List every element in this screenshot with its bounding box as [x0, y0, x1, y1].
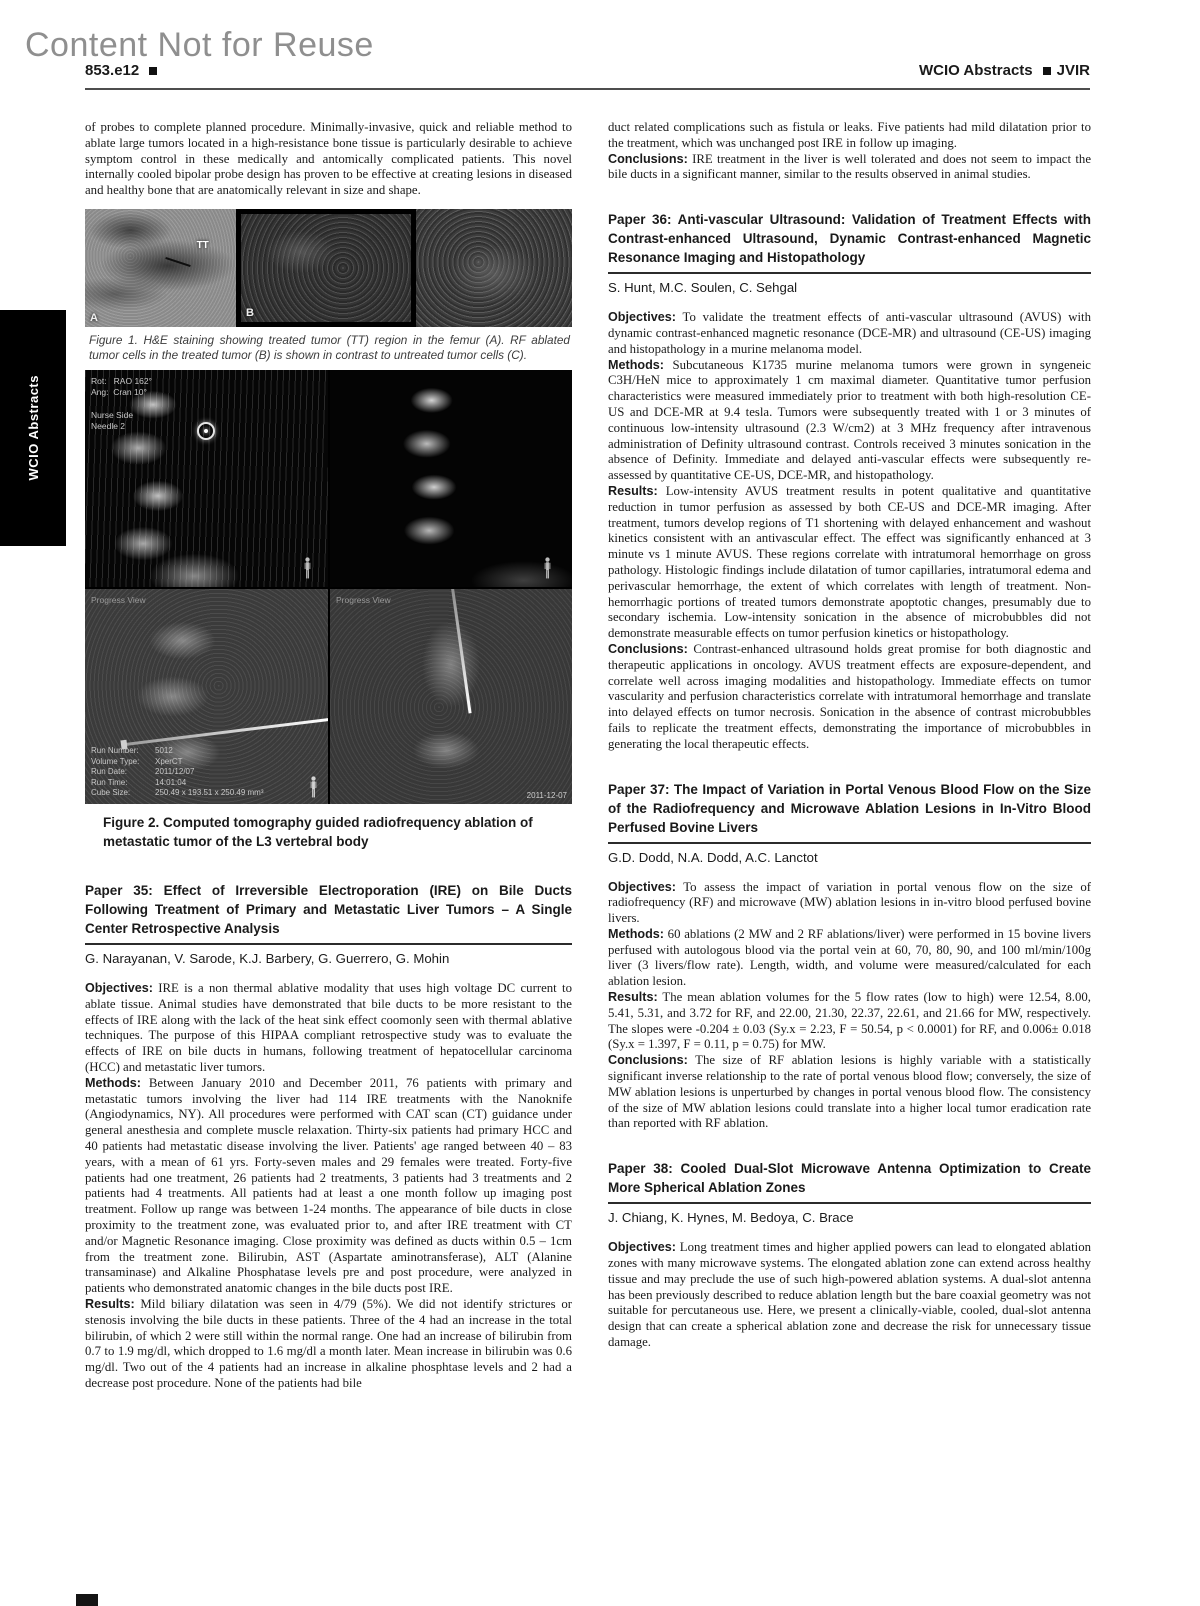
paper-35-results-continued	[608, 120, 1091, 152]
patient-orientation-icon	[303, 557, 312, 579]
run-info-row	[91, 757, 264, 768]
paper-37-authors: G.D. Dodd, N.A. Dodd, A.C. Lanctot	[608, 849, 818, 865]
figure2-rot-overlay: Rot: RAO 162°	[91, 375, 153, 386]
section-label: Results:	[608, 483, 658, 498]
section-label: Objectives:	[608, 879, 676, 894]
figure2-ang-overlay: Ang: Cran 10°	[91, 386, 147, 397]
progress-view-label: Progress View	[336, 594, 391, 605]
paper-35	[85, 881, 572, 1392]
run-info-label: Run Time:	[91, 777, 128, 787]
run-info-label: Run Number:	[91, 746, 139, 756]
patient-orientation-icon	[543, 557, 552, 579]
section-text: Mild biliary dilatation was seen in 4/79 (5%). We did not identify strictures or stenosis involving the bile ducts in these patients. Three of the 4 had an increase in the total bilirubin, of which 2 were still within the normal range. One had an increase of bilirubin from 0.7 to 1.9 mg/dl, which dropped to 1.6 mg/dl a month later. Mean increase in bilirubin was 0.6 mg/dl. Two out of the 4 patients had an increase in alkaline phosphtase levels and 2 had a decrease post procedure. None of the patients had bile	[85, 1296, 572, 1390]
patient-orientation-icon	[309, 776, 318, 798]
section-label: Conclusions:	[608, 1053, 688, 1068]
run-info-label: Run Date:	[91, 767, 128, 777]
run-info-row	[91, 788, 264, 799]
section-label: Conclusions:	[608, 151, 688, 166]
section-text: To validate the treatment effects of anti-vascular ultrasound (AVUS) with dynamic contrast-enhanced magnetic resonance (DCE-MR) and ultrasound (CE-US) imaging and histopathology in a murine melanoma model.	[608, 310, 1091, 356]
figure2-caption: Figure 2. Computed tomography guided radiofrequency ablation of metastatic tumor of the L3 vertebral body	[103, 814, 533, 849]
figure2-datestamp: 2011-12-07	[526, 790, 567, 800]
run-info-value: 250.49 x 193.51 x 250.49 mm³	[155, 788, 264, 798]
section-label: Objectives:	[608, 1240, 676, 1255]
header-divider	[85, 88, 1090, 90]
run-info-row	[91, 778, 264, 789]
paper-37-methods	[608, 927, 1091, 990]
paper-35-authors: G. Narayanan, V. Sarode, K.J. Barbery, G. Guerrero, G. Mohin	[85, 950, 450, 966]
paper-37-conclusions	[608, 1053, 1091, 1132]
section-text: To assess the impact of variation in portal venous flow on the size of radiofrequency (RF) and microwave (MW) ablation lesions in in-vitro blood perfused bovine livers.	[608, 879, 1091, 926]
section-text: duct related complications such as fistula or leaks. Five patients had mild dilatation prior to the treatment, which was unchanged post IRE in follow up imaging.	[608, 120, 1091, 150]
paper-37	[608, 780, 1091, 1133]
paper-36-conclusions	[608, 642, 1091, 753]
watermark-text: Content Not for Reuse	[25, 26, 374, 64]
paper-38-authors: J. Chiang, K. Hynes, M. Bedoya, C. Brace	[608, 1210, 854, 1226]
left-column	[85, 120, 572, 1392]
continued-paragraph: of probes to complete planned procedure. Minimally-invasive, quick and reliable method to ablate large tumors located in a high-resistance bone tissue is particularly desirable to achieve symptom control in these medically and antomically complicated patients. This novel internally cooled bipolar probe design has proven to be effective at creating lesions in diseased and healthy bone that are anatomically relevant in size and shape.	[85, 120, 572, 198]
section-text: 60 ablations (2 MW and 2 RF ablations/liver) were performed in 15 bovine livers perfused with autologous blood via the portal vein at 60, 70, 80, 90, and 100 ml/min/100g liver (3 livers/flow rate). Length, width, and volume were measured/calculated for each ablation lesion.	[608, 926, 1091, 989]
section-text: Contrast-enhanced ultrasound holds great promise for both diagnostic and therapeutic applications in oncology. AVUS treatment effects are exposure-dependent, and correlate well across imaging modalities and histopathology. Immediate effects on tumor vascularity and perfusion characteristics correlate with intratumoral hemorrhage and translate into delayed effects on tumor necrosis. Sonication in the absence of contrast microbubbles fails to replicate the treatment effects, demonstrating the importance of microbubbles in generating the local therapeutic effects.	[608, 641, 1091, 751]
figure1-tt-arrow	[165, 257, 190, 267]
run-info-row	[91, 746, 264, 757]
figure1-panel-a	[85, 209, 236, 327]
run-info-label: Cube Size:	[91, 788, 131, 798]
figure1-tt-annotation: TT	[196, 239, 209, 251]
square-bullet-icon	[149, 67, 157, 75]
sidebar-tab-label: WCIO Abstracts	[25, 375, 41, 481]
run-info-value: 5012	[155, 746, 173, 756]
section-label: Conclusions:	[608, 641, 688, 656]
run-info-value: XperCT	[155, 756, 183, 766]
paper-35-methods	[85, 1076, 572, 1297]
paper-35-results	[85, 1297, 572, 1392]
figure2-needle-overlay: Needle 2	[91, 420, 126, 431]
paper-36-methods	[608, 358, 1091, 484]
section-label: Results:	[608, 990, 658, 1005]
run-info-label: Volume Type:	[91, 756, 140, 766]
figure2-panel-fluoro	[85, 370, 328, 587]
figure1-image	[85, 209, 572, 327]
rf-needle-graphic	[125, 718, 328, 746]
paper-35-objectives	[85, 981, 572, 1076]
run-info-value: 14:01:04	[155, 777, 187, 787]
run-info-row	[91, 767, 264, 778]
paper-36-title: Paper 36: Anti-vascular Ultrasound: Validation of Treatment Effects with Contrast-enhanced Ultrasound, Dynamic Contrast-enhanced Magnetic Resonance Imaging and Histopathology	[608, 210, 1091, 274]
figure2-nurse-side-overlay: Nurse Side	[91, 409, 134, 420]
progress-view-label: Progress View	[91, 594, 146, 605]
paper-37-objectives	[608, 880, 1091, 927]
section-text: The size of RF ablation lesions is highly variable with a statistically significant inverse relationship to the rate of portal venous blood flow; conversely, the size of MW ablation lesions is unperturbed by changes in portal venous blood flow. The consistency of the size of MW ablation lesions could translate into a higher local tumor eradication rate than reported with RF ablation.	[608, 1053, 1091, 1131]
figure2-panel-ap-view	[330, 370, 572, 587]
section-label: Methods:	[608, 357, 664, 372]
section-text: The mean ablation volumes for the 5 flow rates (low to high) were 12.54, 8.00, 5.41, 5.31, and 3.72 for RF, and 22.00, 21.30, 22.37, 22.61, and 21.66 for MW, respectively. The slopes were -0.204 ± 0.03 (Sy.x = 2.23, F = 50.54, p < 0.0001) for RF, and 0.006± 0.018 (Sy.x = 1.397, F = 0.11, p = 0.75) for MW.	[608, 990, 1091, 1052]
paper-36-objectives	[608, 310, 1091, 357]
paper-38	[608, 1159, 1091, 1351]
paper-38-title: Paper 38: Cooled Dual-Slot Microwave Antenna Optimization to Create More Spherical Ablation Zones	[608, 1159, 1091, 1204]
page-number-text: 853.e12	[85, 62, 140, 79]
section-text: Low-intensity AVUS treatment results in potent qualitative and quantitative reduction in tumor perfusion as assessed by both CE-US and DCE-MR imaging. After treatment, tumors develop regions of T1 shortening with delayed enhancement and washout kinetics consistent with an antivascular effect. The effect was significantly enhanced at 3 minute vs 1 minute AVUS. These regions correlate with intratumoral hemorrhage on gross pathology. Histologic findings include dilatation of tumor capillaries, intratumoral edema and perivascular hemorrhage, the extent of which correlates with length of treatment. Non-hemorrhagic portions of treated tumors demonstrate apoptotic changes, presumably due to secondary ischemia. Low-intensity sonication in the absence of microbubbles did not demonstrate measurable effects on tumor perfusion kinetics or histopathology.	[608, 483, 1091, 641]
running-head	[919, 62, 1090, 79]
running-head-section: WCIO Abstracts	[919, 62, 1033, 79]
section-label: Objectives:	[85, 980, 153, 995]
figure1-panel-a-label: A	[90, 311, 98, 324]
section-text: IRE treatment in the liver is well tolerated and does not seem to impact the bile ducts in a significant manner, similar to the results observed in animal studies.	[608, 151, 1091, 182]
paper-38-objectives	[608, 1240, 1091, 1351]
journal-abbrev: JVIR	[1056, 62, 1090, 79]
section-text: Long treatment times and higher applied powers can lead to elongated ablation zones with many microwave systems. The elongated ablation zone can extend across healthy tissue and may preclude the use of such high-powered ablation systems. A dual-slot antenna has been previously described to reduce ablation length but the bare coaxial geometry was not suitable for percutaneous use. Here, we present a clinically-viable, cooled, dual-slot antenna design that can create a spherical ablation zone and decrease the risk for unnecessary tissue damage.	[608, 1240, 1091, 1350]
paper-35-title: Paper 35: Effect of Irreversible Electroporation (IRE) on Bile Ducts Following Treatment of Primary and Metastatic Liver Tumors – A Single Center Retrospective Analysis	[85, 881, 572, 945]
page-corner-mark	[76, 1594, 98, 1606]
run-info-value: 2011/12/07	[155, 767, 195, 777]
section-label: Objectives:	[608, 310, 676, 325]
section-text: IRE is a non thermal ablative modality that uses high voltage DC current to ablate tissue. Animal studies have demonstrated that bile ducts to be more resistant to the effects of IRE along with the lack of the heat sink effect coomonly seen with thermal ablative techniques. The purpose of this HIPAA compliant retrospective study was to evaluate the effects of IRE on bile ducts in humans, following treatment of hepatocellular carcinoma (HCC) and metastatic liver tumors.	[85, 980, 572, 1074]
figure1-panel-b-label: B	[245, 306, 254, 319]
figure1-panel-b	[236, 209, 416, 327]
figure2-panel-progress-ap	[330, 589, 572, 804]
target-reticle-icon	[197, 422, 215, 440]
figure1-panel-c	[416, 209, 572, 327]
paper-37-results	[608, 990, 1091, 1053]
section-label: Results:	[85, 1296, 135, 1311]
paper-37-title: Paper 37: The Impact of Variation in Portal Venous Blood Flow on the Size of the Radiofrequency and Microwave Ablation Lesions in In-Vitro Blood Perfused Bovine Livers	[608, 780, 1091, 844]
page-number	[85, 62, 163, 79]
figure2-panel-progress-lateral	[85, 589, 328, 804]
section-label: Methods:	[608, 926, 664, 941]
paper-36-results	[608, 484, 1091, 642]
paper-35-conclusions	[608, 152, 1091, 184]
square-bullet-icon	[1043, 67, 1051, 75]
section-text: Subcutaneous K1735 murine melanoma tumors were grown in syngeneic C3H/HeN mice to approximately 1 cm maximal diameter. Quantitative tumor perfusion characteristics were measured immediately prior to treatment with both high-resolution CE-US and DCE-MR at 9.4 tesla. Tumors were subsequently treated with 1 or 3 minutes of continuous low-intensity ultrasound (2.3 W/cm2) at 3 MHz frequency after intravenous administration of Definity ultrasound contrast. Controls received 3 minutes sonication in the absence of Definity. Immediate and delayed anti-vascular effects were subsequently re-assessed by quantitative CE-US, DCE-MR, and histopathology.	[608, 357, 1091, 483]
figure1-caption: Figure 1. H&E staining showing treated tumor (TT) region in the femur (A). RF ablated tumor cells in the treated tumor (B) is shown in contrast to untreated tumor cells (C).	[89, 332, 570, 362]
sidebar-section-tab	[0, 310, 66, 546]
paper-36-authors: S. Hunt, M.C. Soulen, C. Sehgal	[608, 280, 798, 296]
figure2-image	[85, 370, 572, 804]
rf-needle-graphic	[451, 589, 472, 713]
right-column	[608, 120, 1091, 1351]
section-label: Methods:	[85, 1075, 141, 1090]
section-text: Between January 2010 and December 2011, 76 patients with primary and metastatic tumors involving the liver had 114 IRE treatments with the Nanoknife (Angiodynamics, NY). All procedures were performed with CAT scan (CT) guidance under general anesthesia and complete muscle relaxation. Thirty-six patients had primary HCC and 40 patients had metastatic disease involving the liver. Patients' age ranged between 40 – 83 years, with a mean of 61 yrs. Forty-seven males and 29 females were treated. Forty-five patients had one treatment, 26 patients had 2 treatments, 3 patients had 3 treatments and 2 patients had 4 treatments. All patients had at least a one month follow up imaging post treatment. Follow up range was between 1-24 months. The appearance of bile ducts in close proximity to the treatment zone, was evaluated prior to, and after IRE treatment with CT and/or Magnetic Resonance imaging. Close proximity was defined as ducts within 0.5 – 1cm from the treatment zone. Bilirubin, AST (Aspartate aminotransferase), ALT (Alanine transaminase) and Alkaline Phosphatase levels pre and post procedure, were analyzed in patients who demonstrated anatomic changes in the bile ducts post IRE.	[85, 1075, 572, 1296]
paper-36	[608, 210, 1091, 752]
figure2-run-info	[91, 746, 264, 799]
